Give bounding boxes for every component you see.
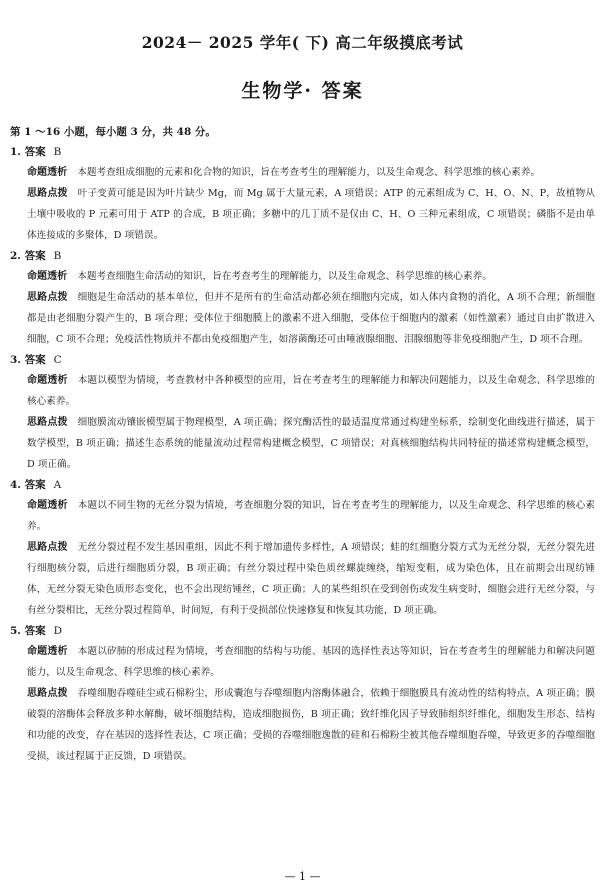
hint-label: 思路点拨 (27, 292, 68, 303)
hint-text: 细胞是生命活动的基本单位，但并不是所有的生命活动都必须在细胞内完成，如人体内食物的消化，A 项不合理；新细胞都是由老细胞分裂产生的，B 项合理；受体位于细胞膜上的激素不进入细胞，受体位于细胞内的激素（如性激素）通过自由扩散进入细胞，C 项不合理；免疫活性物质并不都由免疫细胞产生，如溶菌酶还可由唾液腺细胞、泪腺细胞等非免疫细胞产生，D 项不合理。 (27, 292, 595, 345)
hint-paragraph (27, 537, 595, 621)
analysis-paragraph (27, 495, 595, 537)
analysis-label: 命题透析 (27, 167, 68, 178)
page-number: — 1 — (284, 870, 321, 883)
question-header (10, 142, 595, 162)
question-number: 3. (10, 354, 21, 366)
analysis-label: 命题透析 (27, 646, 68, 657)
question-3 (10, 350, 595, 475)
question-number: 2. (10, 250, 21, 262)
answer-value: B (53, 250, 62, 262)
question-number: 4. (10, 479, 21, 491)
hint-text: 无丝分裂过程不发生基因重组，因此不利于增加遗传多样性，A 项错误；蛙的红细胞分裂方式为无丝分裂，无丝分裂先进行细胞核分裂，后进行细胞质分裂，B 项正确；有丝分裂过程中染色质丝螺旋缠绕，缩短变粗，成为染色体，且在前期会出现纺锤体，无丝分裂无染色质形态变化，也不会出现纺锤丝，C 项正确；人的某些组织在受到创伤或发生病变时，细胞会进行无丝分裂，与有丝分裂相比，无丝分裂过程简单，时间短，有利于受损部位快速修复和恢复其功能，D 项正确。 (27, 542, 595, 616)
question-header (10, 246, 595, 266)
analysis-label: 命题透析 (27, 500, 68, 511)
hint-text: 吞噬细胞吞噬硅尘或石棉粉尘，形成囊泡与吞噬细胞内溶酶体融合，依赖于细胞膜具有流动性的结构特点，A 项正确；膜破裂的溶酶体会释放多种水解酶，破坏细胞结构，造成细胞损伤，B 项正确；致纤维化因子导致肺组织纤维化，细胞发生形态、结构和功能的改变，存在基因的选择性表达，C 项正确；受损的吞噬细胞逸散的硅和石棉粉尘被其他吞噬细胞吞噬，导致更多的吞噬细胞受损，该过程属于正反馈，D 项错误。 (27, 688, 595, 762)
hint-paragraph (27, 683, 595, 767)
analysis-label: 命题透析 (27, 271, 68, 282)
question-number: 1. (10, 146, 21, 158)
hint-label: 思路点拨 (27, 542, 68, 553)
analysis-text: 本题以模型为情境，考查教材中各种模型的应用，旨在考查考生的理解能力和解决问题能力，以及生命观念、科学思维的核心素养。 (27, 375, 595, 407)
answer-value: B (53, 146, 62, 158)
hint-text: 细胞膜流动镶嵌模型属于物理模型，A 项正确；探究酶活性的最适温度常通过构建坐标系，绘制变化曲线进行描述，属于数学模型，B 项正确；描述生态系统的能量流动过程常构建概念模型，C 项错误；对真核细胞结构共同特征的描述常构建概念模型，D 项正确。 (27, 417, 595, 470)
hint-label: 思路点拨 (27, 688, 68, 699)
question-4 (10, 475, 595, 621)
page-subtitle: 生物学· 答案 (241, 80, 364, 102)
question-header (10, 475, 595, 495)
answer-value: C (53, 354, 62, 366)
question-2 (10, 246, 595, 350)
hint-paragraph (27, 412, 595, 475)
question-1 (10, 142, 595, 246)
answer-value: D (53, 625, 63, 637)
answer-label: 答案 (24, 625, 46, 637)
answer-label: 答案 (24, 479, 46, 491)
analysis-text: 本题以不同生物的无丝分裂为情境，考查细胞分裂的知识，旨在考查考生的理解能力，以及生命观念、科学思维的核心素养。 (27, 500, 595, 532)
analysis-paragraph (27, 266, 595, 287)
answer-label: 答案 (24, 146, 46, 158)
hint-label: 思路点拨 (27, 417, 68, 428)
hint-paragraph (27, 287, 595, 350)
answer-list (10, 142, 595, 767)
answer-label: 答案 (24, 250, 46, 262)
question-header (10, 621, 595, 641)
hint-label: 思路点拨 (27, 188, 68, 199)
question-header (10, 350, 595, 370)
analysis-text: 本题考查组成细胞的元素和化合物的知识，旨在考查考生的理解能力，以及生命观念、科学思维的核心素养。 (77, 167, 541, 178)
analysis-paragraph (27, 370, 595, 412)
page-title: 2024－ 2025 学年( 下) 高二年级摸底考试 (141, 33, 464, 52)
section-intro: 第 1 ～16 小题，每小题 3 分，共 48 分。 (10, 126, 216, 138)
analysis-label: 命题透析 (27, 375, 68, 386)
analysis-text: 本题以矽肺的形成过程为情境，考查细胞的结构与功能、基因的选择性表达等知识，旨在考查考生的理解能力和解决问题能力，以及生命观念、科学思维的核心素养。 (27, 646, 595, 678)
hint-text: 叶子变黄可能是因为叶片缺少 Mg，而 Mg 属于大量元素，A 项错误；ATP 的元素组成为 C、H、O、N、P，故植物从土壤中吸收的 P 元素可用于 ATP 的合成，B 项正确；多糖中的几丁质不是仅由 C、H、O 三种元素组成，C 项错误；磷脂不是由单体连接成的多聚体，D 项错误。 (27, 188, 595, 241)
analysis-paragraph (27, 162, 595, 183)
analysis-text: 本题考查细胞生命活动的知识，旨在考查考生的理解能力，以及生命观念、科学思维的核心素养。 (77, 271, 492, 282)
hint-paragraph (27, 183, 595, 246)
analysis-paragraph (27, 641, 595, 683)
answer-value: A (53, 479, 62, 491)
question-5 (10, 621, 595, 767)
question-number: 5. (10, 625, 21, 637)
answer-label: 答案 (24, 354, 46, 366)
